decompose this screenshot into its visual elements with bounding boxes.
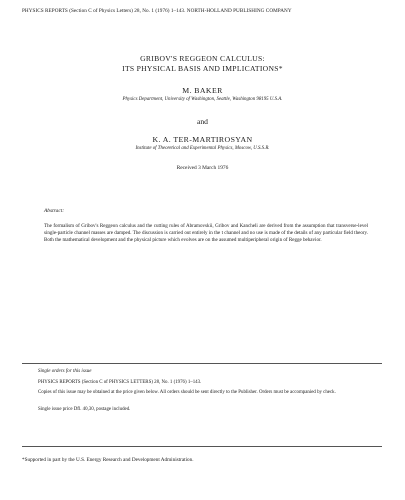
orders-instructions: Copies of this issue may be obtained at the price given below. All orders should be sent directly to the Publisher. Orders must be accompanied by check. bbox=[38, 390, 336, 395]
running-head: PHYSICS REPORTS (Section C of Physics Letters) 28, No. 1 (1976) 1–143. NORTH-HOLLAND PUBLISHING COMPANY bbox=[22, 8, 292, 14]
single-orders-box bbox=[22, 363, 382, 447]
paper-title-line1: GRIBOV'S REGGEON CALCULUS: bbox=[140, 54, 265, 63]
received-date: Received 3 March 1976 bbox=[176, 165, 229, 171]
footnote: *Supported in part by the U.S. Energy Research and Development Administration. bbox=[22, 457, 194, 463]
orders-citation: PHYSICS REPORTS (Section C of PHYSICS LETTERS) 28, No. 1 (1976) 1–143. bbox=[38, 380, 202, 385]
abstract-heading: Abstract: bbox=[44, 208, 65, 214]
author-name-2: K. A. TER-MARTIROSYAN bbox=[152, 135, 253, 144]
orders-price: Single issue price Dfl. 40,30, postage included. bbox=[38, 407, 131, 412]
paper-title-line2: ITS PHYSICAL BASIS AND IMPLICATIONS* bbox=[122, 64, 283, 73]
abstract-text: The formalism of Gribov's Reggeon calculus and the cutting rules of Abramovskii, Gribov and Kancheli are derived from the assumption that transverse-level single-particle channel masses are damped. The discussion is carried out entirely in the t channel and no use is made of the details of any particular field theory. Both the mathematical development and the physical picture which evolves are on the assumed multiperipheral origin of Regge behavior. bbox=[44, 223, 368, 244]
orders-heading: Single orders for this issue bbox=[38, 369, 92, 374]
author-separator: and bbox=[197, 117, 208, 126]
author-affiliation-1: Physics Department, University of Washington, Seattle, Washington 98195 U.S.A. bbox=[122, 97, 283, 102]
author-affiliation-2: Institute of Theoretical and Experimental Physics, Moscow, U.S.S.R. bbox=[135, 146, 270, 151]
author-name-1: M. BAKER bbox=[182, 86, 223, 95]
